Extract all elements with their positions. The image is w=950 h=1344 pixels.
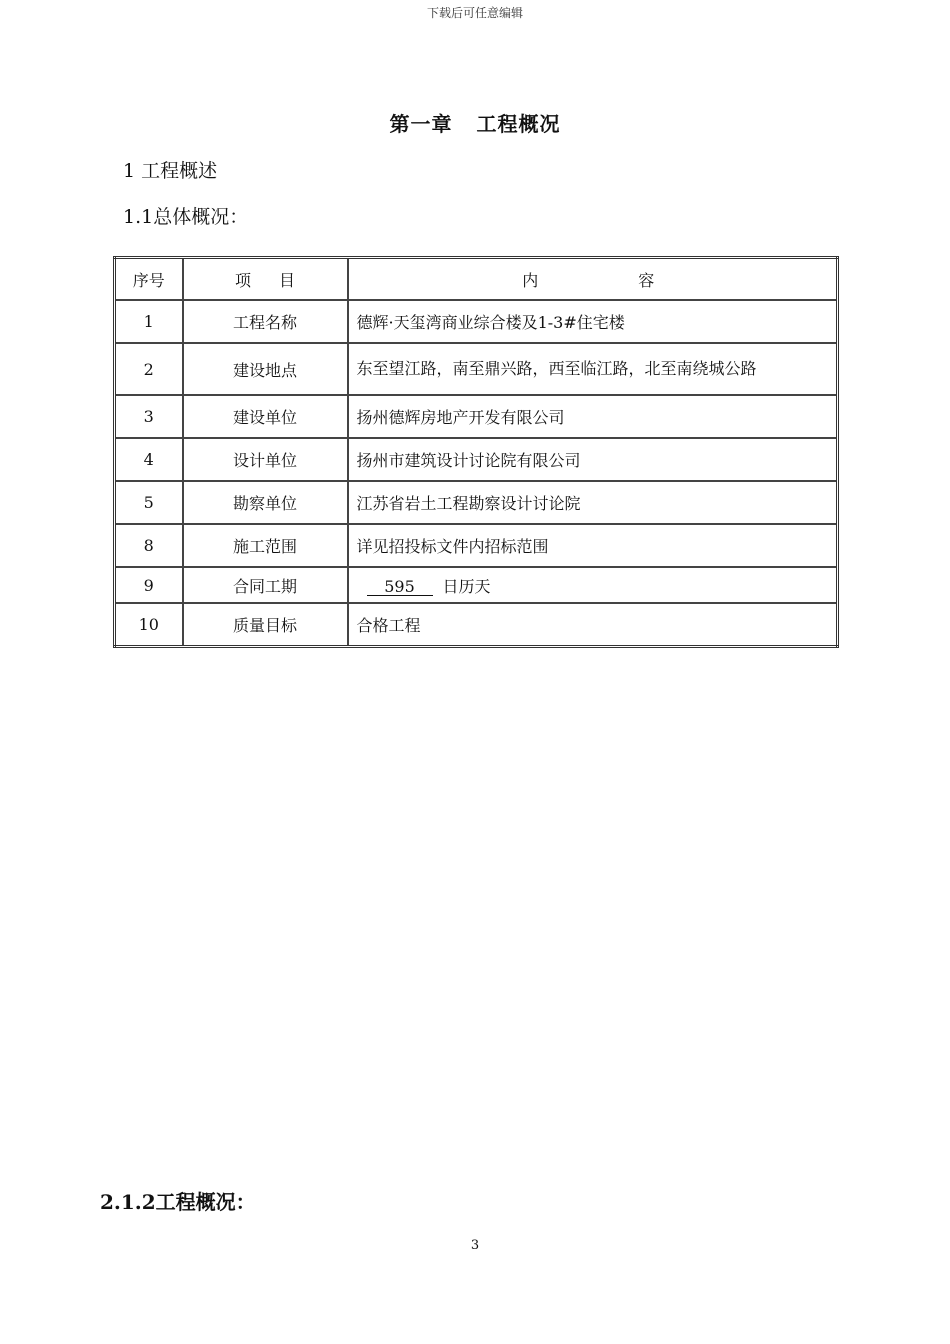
section-212-heading: 2.1.2工程概况：	[100, 1190, 256, 1214]
table-row	[115, 343, 838, 395]
chapter-title	[0, 108, 950, 137]
row-no: 1	[115, 300, 183, 343]
contract-duration-value: 595	[367, 579, 433, 596]
contract-duration-unit: 日历天	[442, 576, 491, 596]
row-item: 质量目标	[183, 603, 348, 646]
page-number: 3	[470, 1238, 480, 1253]
chapter-prefix: 第一章	[389, 112, 453, 136]
table-row	[115, 567, 838, 603]
section-number: 1	[123, 160, 136, 182]
row-item: 勘察单位	[183, 481, 348, 524]
table-row	[115, 603, 838, 646]
row-item: 合同工期	[183, 567, 348, 603]
table-row	[115, 438, 838, 481]
row-item: 工程名称	[183, 300, 348, 343]
row-no: 4	[115, 438, 183, 481]
row-content: 扬州市建筑设计讨论院有限公司	[348, 438, 838, 481]
row-no: 2	[115, 343, 183, 395]
row-content: 详见招投标文件内招标范围	[348, 524, 838, 567]
subsection-number: 1.1	[123, 206, 154, 228]
row-item: 设计单位	[183, 438, 348, 481]
overview-table-wrapper	[113, 256, 836, 648]
page-header: 下载后可任意编辑	[426, 6, 523, 20]
row-no: 9	[115, 567, 183, 603]
row-no: 8	[115, 524, 183, 567]
row-item: 施工范围	[183, 524, 348, 567]
row-content: 合格工程	[348, 603, 838, 646]
table-header-row	[115, 258, 838, 301]
subsection-heading	[123, 202, 248, 229]
overview-table	[113, 256, 839, 648]
column-header-content: 内容	[348, 258, 838, 301]
column-header-item: 项目	[183, 258, 348, 301]
chapter-name: 工程概况	[476, 112, 561, 136]
subsection-title: 总体概况：	[153, 206, 249, 228]
row-item: 建设地点	[183, 343, 348, 395]
table-row	[115, 481, 838, 524]
row-no: 5	[115, 481, 183, 524]
row-content: 东至望江路，南至鼎兴路，西至临江路，北至南绕城公路	[348, 343, 838, 395]
table-row	[115, 524, 838, 567]
column-header-no: 序号	[115, 258, 183, 301]
row-content: 江苏省岩土工程勘察设计讨论院	[348, 481, 838, 524]
row-content: 德辉·天玺湾商业综合楼及1-3#住宅楼	[348, 300, 838, 343]
section-heading	[123, 156, 217, 183]
row-content: 扬州德辉房地产开发有限公司	[348, 395, 838, 438]
table-row	[115, 395, 838, 438]
row-no: 3	[115, 395, 183, 438]
table-row	[115, 300, 838, 343]
row-item: 建设单位	[183, 395, 348, 438]
section-title: 工程概述	[141, 160, 218, 182]
row-content	[348, 567, 838, 603]
row-no: 10	[115, 603, 183, 646]
